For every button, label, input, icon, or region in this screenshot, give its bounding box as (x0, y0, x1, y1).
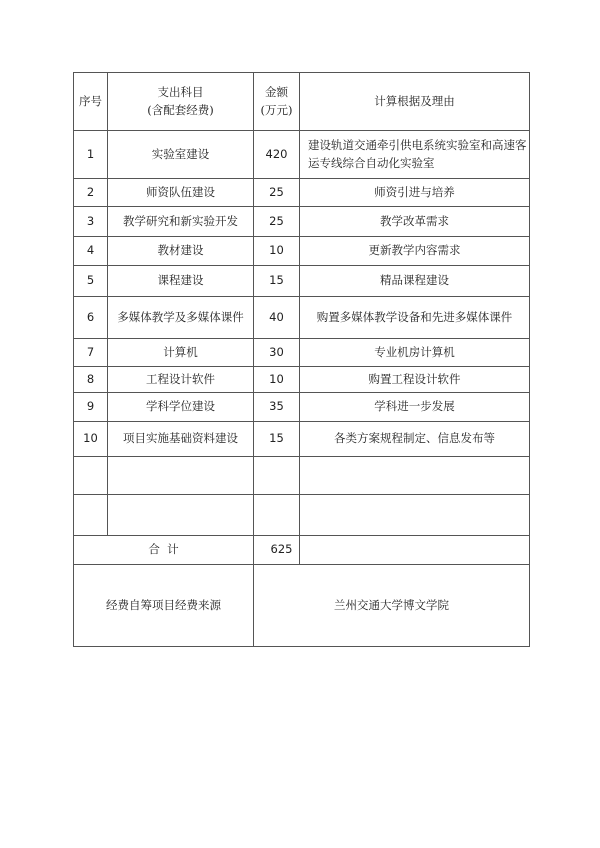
row-item: 师资队伍建设 (108, 179, 254, 207)
row-basis: 建设轨道交通牵引供电系统实验室和高速客运专线综合自动化实验室 (300, 131, 530, 179)
empty-cell (74, 457, 108, 495)
row-amount: 10 (254, 367, 300, 393)
row-item: 课程建设 (108, 266, 254, 297)
row-item: 多媒体教学及多媒体课件 (108, 297, 254, 339)
row-basis: 购置多媒体教学设备和先进多媒体课件 (300, 297, 530, 339)
row-basis: 专业机房计算机 (300, 339, 530, 367)
empty-cell (108, 457, 254, 495)
table-row (74, 179, 530, 207)
header-index: 序号 (74, 73, 108, 131)
row-amount: 15 (254, 266, 300, 297)
row-index: 4 (74, 237, 108, 266)
source-label: 经费自筹项目经费来源 (74, 565, 254, 647)
total-blank (300, 536, 530, 565)
row-basis: 精品课程建设 (300, 266, 530, 297)
row-amount: 10 (254, 237, 300, 266)
source-row (74, 565, 530, 647)
table-row (74, 131, 530, 179)
table-row (74, 422, 530, 457)
header-basis: 计算根据及理由 (300, 73, 530, 131)
empty-row (74, 495, 530, 536)
row-index: 1 (74, 131, 108, 179)
header-item-line1: 支出科目 (157, 85, 204, 100)
table-row (74, 339, 530, 367)
row-basis: 更新教学内容需求 (300, 237, 530, 266)
row-index: 10 (74, 422, 108, 457)
empty-cell (108, 495, 254, 536)
table-row (74, 207, 530, 237)
budget-table (73, 72, 530, 647)
row-index: 6 (74, 297, 108, 339)
row-basis: 学科进一步发展 (300, 393, 530, 422)
table-row (74, 297, 530, 339)
row-basis: 师资引进与培养 (300, 179, 530, 207)
empty-cell (300, 457, 530, 495)
row-amount: 25 (254, 179, 300, 207)
total-amount: 625 (254, 536, 300, 565)
row-amount: 25 (254, 207, 300, 237)
row-basis: 教学改革需求 (300, 207, 530, 237)
table-row (74, 393, 530, 422)
total-label: 合 计 (74, 536, 254, 565)
total-row (74, 536, 530, 565)
row-item: 实验室建设 (108, 131, 254, 179)
row-basis: 各类方案规程制定、信息发布等 (300, 422, 530, 457)
table-row (74, 237, 530, 266)
row-item: 工程设计软件 (108, 367, 254, 393)
row-index: 9 (74, 393, 108, 422)
header-row (74, 73, 530, 131)
header-amount (254, 73, 300, 131)
row-amount: 15 (254, 422, 300, 457)
row-amount: 35 (254, 393, 300, 422)
table-row (74, 367, 530, 393)
source-value: 兰州交通大学博文学院 (254, 565, 530, 647)
header-amount-line1: 金额 (265, 85, 288, 100)
row-index: 8 (74, 367, 108, 393)
row-basis: 购置工程设计软件 (300, 367, 530, 393)
row-index: 3 (74, 207, 108, 237)
row-index: 2 (74, 179, 108, 207)
row-amount: 30 (254, 339, 300, 367)
row-index: 7 (74, 339, 108, 367)
row-index: 5 (74, 266, 108, 297)
empty-cell (74, 495, 108, 536)
row-amount: 420 (254, 131, 300, 179)
empty-cell (300, 495, 530, 536)
row-amount: 40 (254, 297, 300, 339)
empty-row (74, 457, 530, 495)
row-item: 教学研究和新实验开发 (108, 207, 254, 237)
empty-cell (254, 495, 300, 536)
row-item: 计算机 (108, 339, 254, 367)
header-item-line2: (含配套经费) (147, 102, 214, 117)
table-row (74, 266, 530, 297)
row-item: 项目实施基础资料建设 (108, 422, 254, 457)
header-amount-line2: (万元) (260, 102, 293, 117)
header-item (108, 73, 254, 131)
empty-cell (254, 457, 300, 495)
row-item: 教材建设 (108, 237, 254, 266)
row-item: 学科学位建设 (108, 393, 254, 422)
